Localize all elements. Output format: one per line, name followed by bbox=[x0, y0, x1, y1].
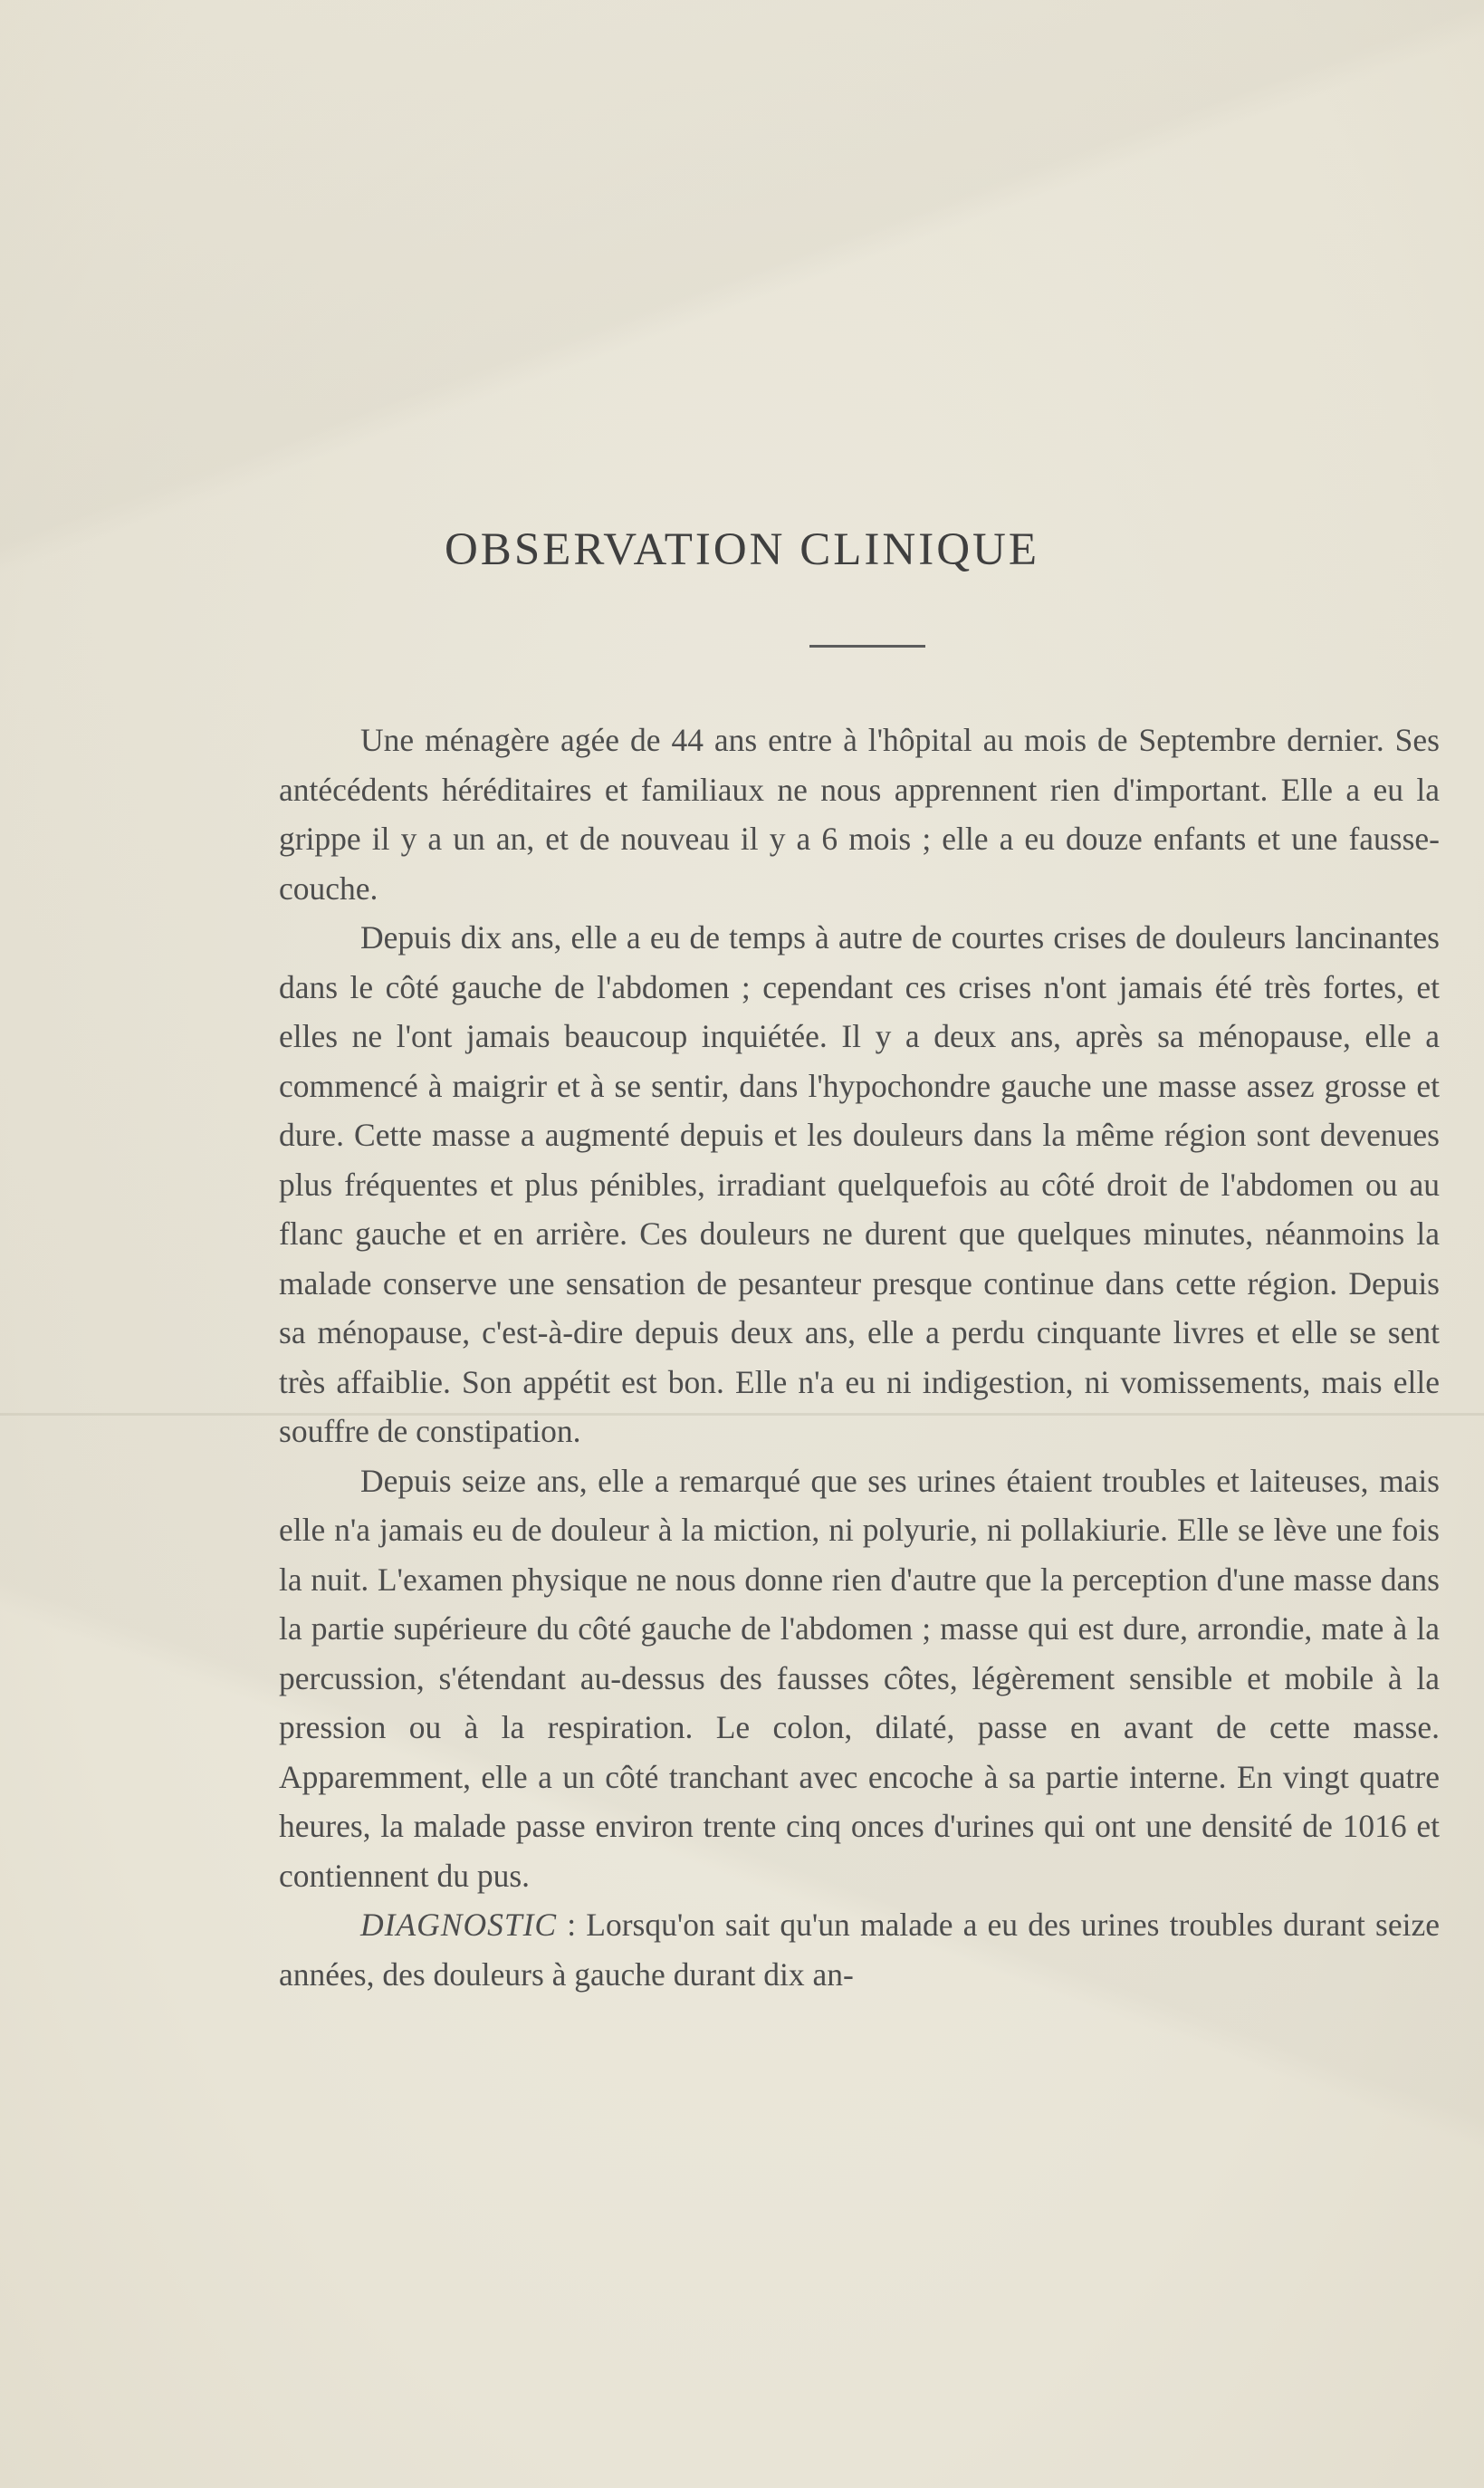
paragraph-3: Depuis seize ans, elle a remarqué que ses urines étaient troubles et laiteuses, mais elle n'a jamais eu de douleur à la miction, ni polyurie, ni pollakiurie. Elle se lève une fois la nuit. L'examen physique ne nous donne rien d'autre que la perception d'une masse dans la partie supérieure du côté gauche de l'abdomen ; masse qui est dure, arrondie, mate à la percussion, s'étendant au-dessus des fausses côtes, légèrement sensible et mobile à la pression ou à la respiration. Le colon, dilaté, passe en avant de cette masse. Apparemment, elle a un côté tranchant avec encoche à sa partie interne. En vingt quatre heures, la malade passe environ trente cinq onces d'urines qui ont une densité de 1016 et contiennent du pus. bbox=[279, 1462, 1440, 1894]
title-rule bbox=[809, 645, 925, 648]
paragraph-2: Depuis dix ans, elle a eu de temps à autre de courtes crises de douleurs lancinantes dans le côté gauche de l'abdomen ; cependant ces crises n'ont jamais été très fortes, et elles ne l'ont jamais beaucoup inquiétée. Il y a deux ans, après sa ménopause, elle a commencé à maigrir et à se sentir, dans l'hypochondre gauche une masse assez grosse et dure. Cette masse a augmenté depuis et les douleurs dans la même région sont devenues plus fréquentes et plus pénibles, irradiant quelquefois au côté droit de l'abdomen ou au flanc gauche et en arrière. Ces douleurs ne durent que quelques minutes, néanmoins la malade conserve une sensation de pesanteur presque continue dans cette région. Depuis sa ménopause, c'est-à-dire depuis deux ans, elle a perdu cinquante livres et elle se sent très affaiblie. Son appétit est bon. Elle n'a eu ni indigestion, ni vomissements, mais elle souffre de constipation. bbox=[279, 919, 1440, 1449]
paragraph-1: Une ménagère agée de 44 ans entre à l'hôpital au mois de Septembre dernier. Ses antécédents héréditaires et familiaux ne nous apprennent rien d'important. Elle a eu la grippe il y a un an, et de nouveau il y a 6 mois ; elle a eu douze enfants et une fausse-couche. bbox=[279, 722, 1440, 907]
diagnostic-text: Lorsqu'on sait qu'un malade a eu des urines troubles durant seize années, des douleurs à gauche durant dix an- bbox=[279, 1907, 1440, 1993]
document-body bbox=[279, 716, 1440, 1999]
paragraph-diagnostic bbox=[279, 1900, 1440, 1999]
diagnostic-separator: : bbox=[557, 1907, 587, 1943]
document-title: OBSERVATION CLINIQUE bbox=[444, 524, 1040, 575]
diagnostic-label: DIAGNOSTIC bbox=[360, 1907, 558, 1943]
